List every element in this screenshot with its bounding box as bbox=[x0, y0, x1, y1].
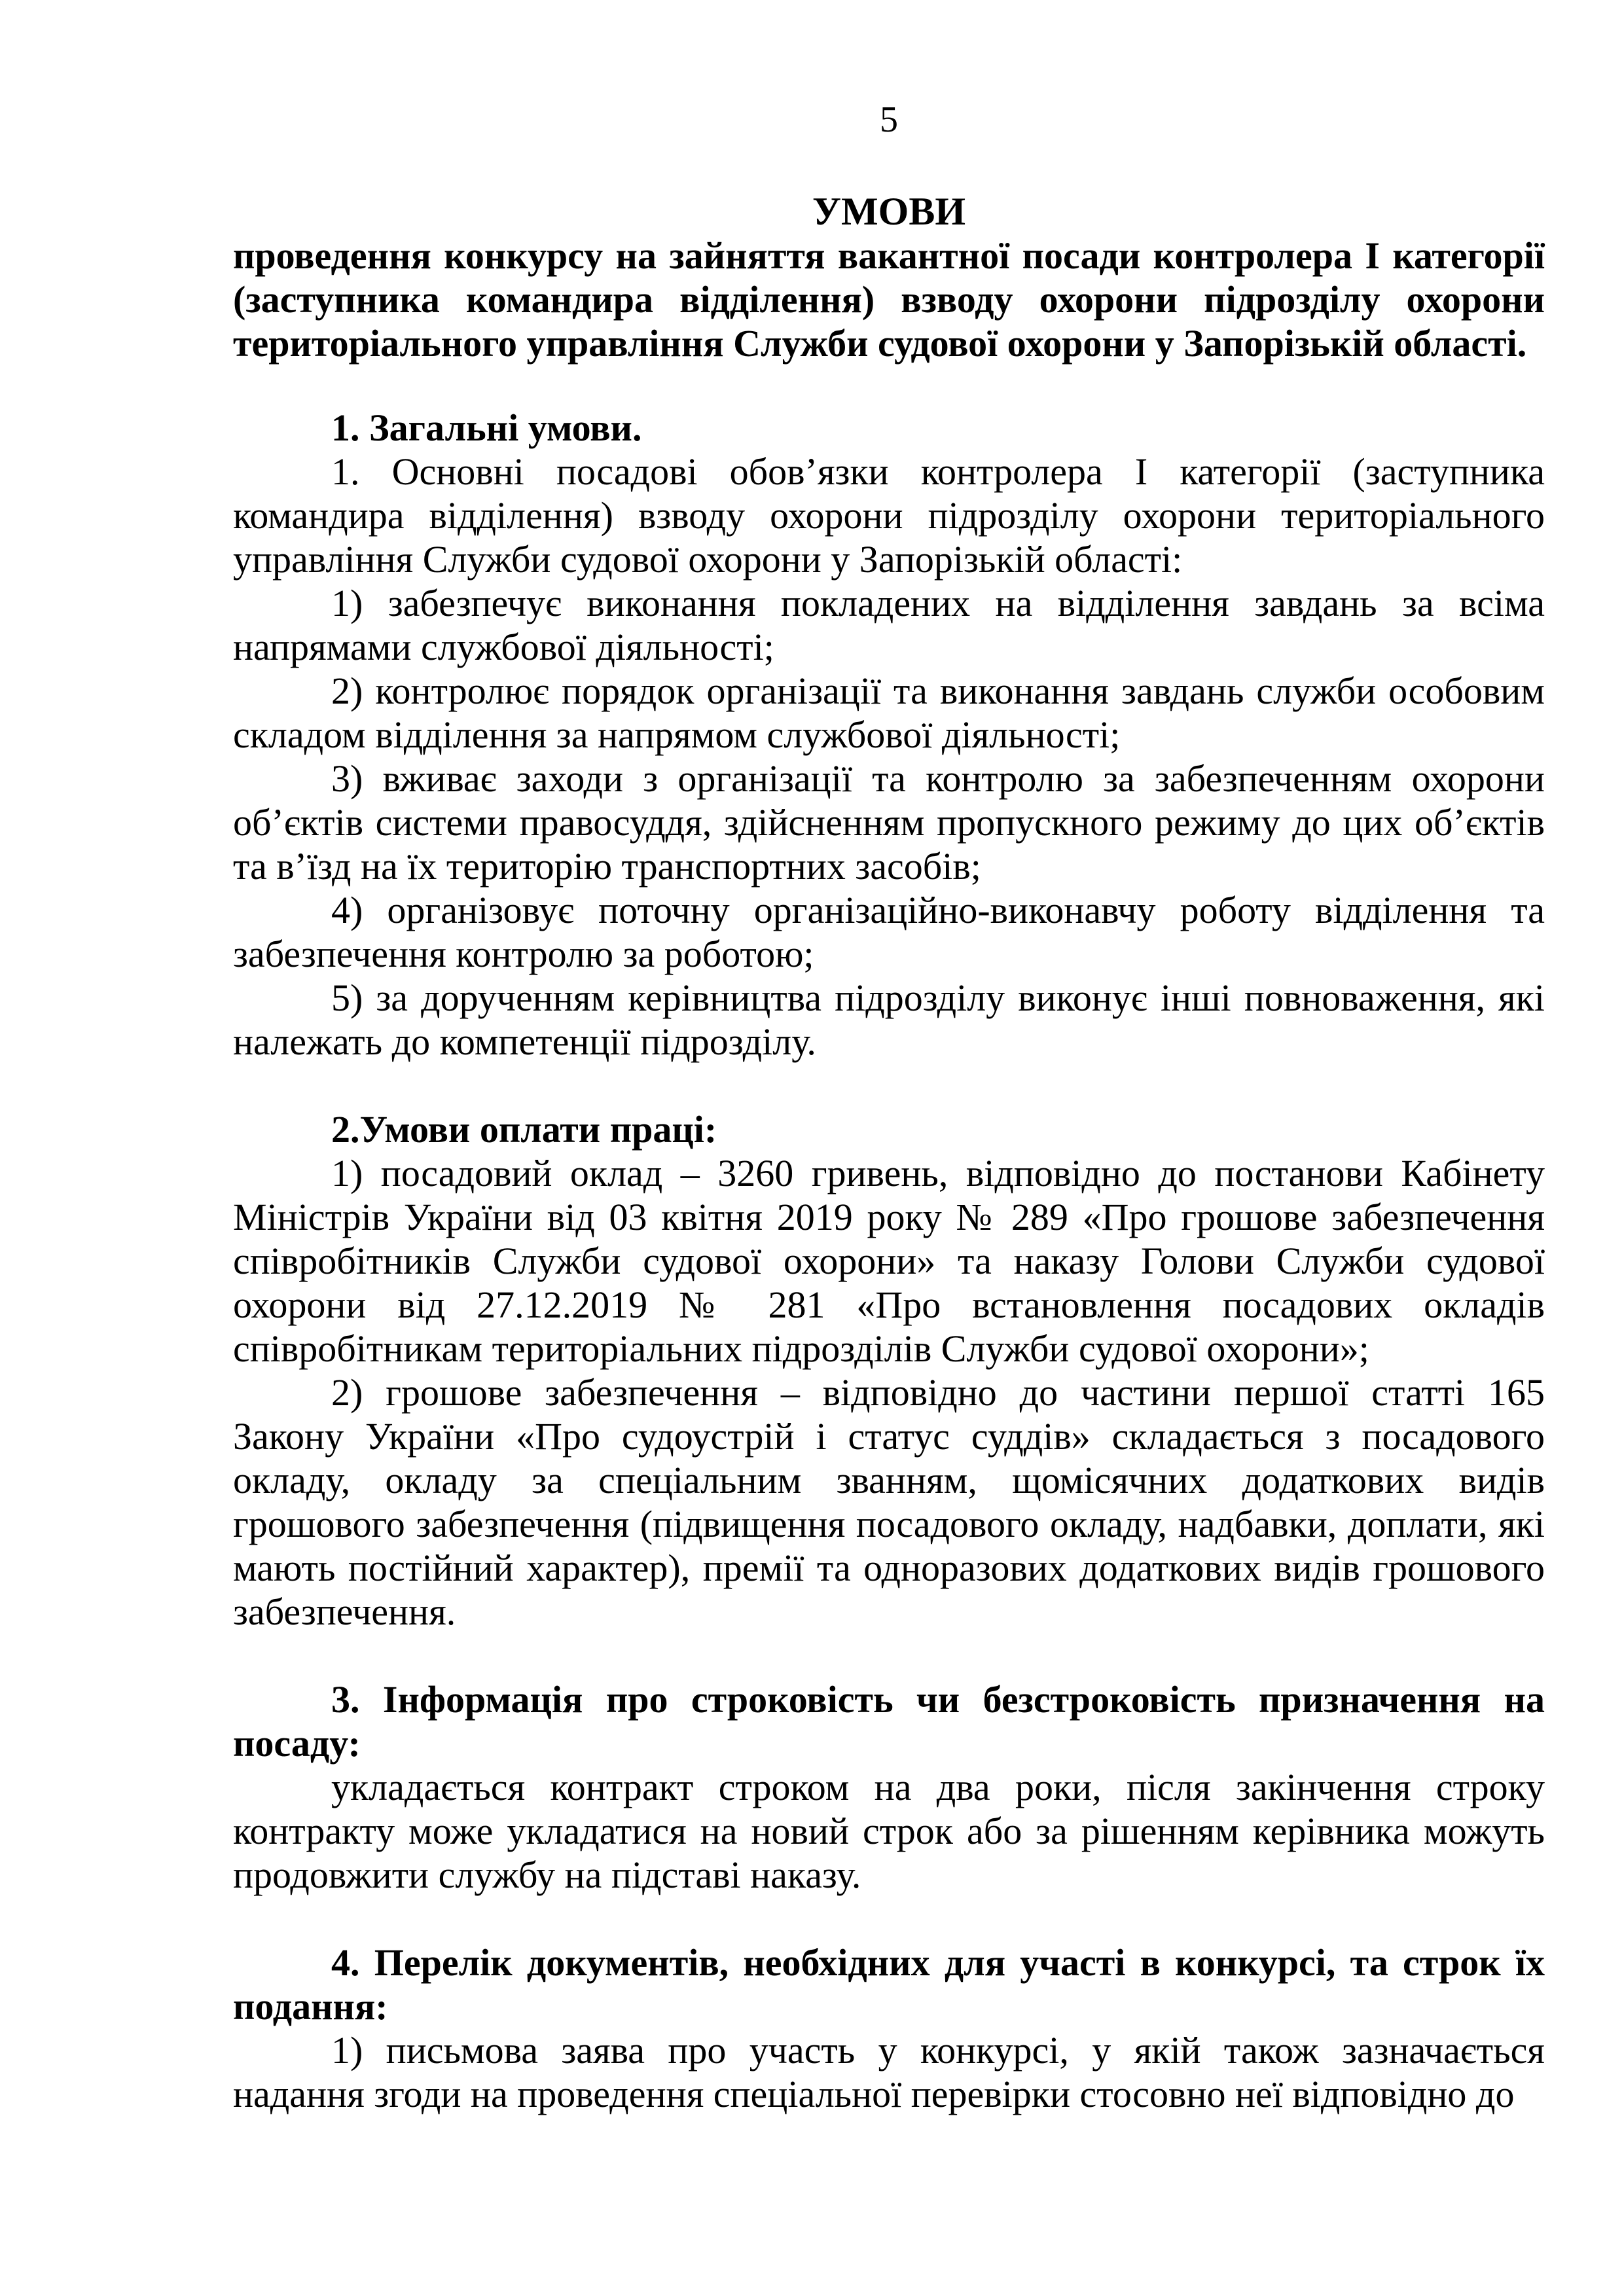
paragraph: 1. Основні посадові обов’язки контролера І категорії (заступника командира відділення) взводу охорони підрозділу охорони територіального управління Служби судової охорони у Запорізькій області: bbox=[233, 450, 1545, 581]
section-spacer bbox=[233, 1897, 1545, 1941]
list-item: 1) письмова заява про участь у конкурсі, у якій також зазначається надання згоди на проведення спеціальної перевірки стосовно неї відповідно до bbox=[233, 2029, 1545, 2115]
section-spacer bbox=[233, 1064, 1545, 1107]
list-item: 1) забезпечує виконання покладених на відділення завдань за всіма напрямами службової діяльності; bbox=[233, 582, 1545, 668]
list-item: 5) за дорученням керівництва підрозділу виконує інші повноваження, які належать до компетенції підрозділу. bbox=[233, 977, 1545, 1063]
list-item: 2) контролює порядок організації та виконання завдань служби особовим складом відділення за напрямом службової діяльності; bbox=[233, 670, 1545, 756]
list-item: 1) посадовий оклад – 3260 гривень, відповідно до постанови Кабінету Міністрів України від 03 квітня 2019 року № 289 «Про грошове забезпечення співробітників Служби судової охорони» та наказу Голови Служби судової охорони від 27.12.2019 № 281 «Про встановлення посадових окладів співробітникам територіальних підрозділів Служби судової охорони»; bbox=[233, 1152, 1545, 1370]
document-title: УМОВИ bbox=[812, 190, 966, 233]
section-spacer bbox=[233, 1634, 1545, 1677]
section-appointment-term bbox=[233, 1677, 1545, 1897]
section-heading: 2.Умови оплати праці: bbox=[331, 1108, 717, 1151]
section-heading: 1. Загальні умови. bbox=[331, 406, 642, 449]
document-subtitle: проведення конкурсу на зайняття вакантної посади контролера І категорії (заступника командира відділення) взводу охорони підрозділу охорони територіального управління Служби судової охорони у Запорізькій області. bbox=[233, 234, 1545, 365]
section-required-documents bbox=[233, 1941, 1545, 2116]
page-number: 5 bbox=[880, 99, 898, 140]
section-heading: 3. Інформація про строковість чи безстроковість призначення на посаду: bbox=[233, 1678, 1545, 1765]
section-general-conditions bbox=[233, 406, 1545, 1064]
section-salary-conditions bbox=[233, 1107, 1545, 1634]
list-item: 4) організовує поточну організаційно-виконавчу роботу відділення та забезпечення контролю за роботою; bbox=[233, 889, 1545, 975]
list-item: 2) грошове забезпечення – відповідно до частини першої статті 165 Закону України «Про судоустрій і статус суддів» складається з посадового окладу, окладу за спеціальним званням, щомісячних додаткових видів грошового забезпечення (підвищення посадового окладу, надбавки, доплати, які мають постійний характер), премії та одноразових додаткових видів грошового забезпечення. bbox=[233, 1371, 1545, 1633]
document-body bbox=[233, 406, 1545, 2116]
paragraph: укладається контракт строком на два роки, після закінчення строку контракту може укладатися на новий строк або за рішенням керівника можуть продовжити службу на підставі наказу. bbox=[233, 1766, 1545, 1896]
list-item: 3) вживає заходи з організації та контролю за забезпеченням охорони об’єктів системи правосуддя, здійсненням пропускного режиму до цих об’єктів та в’їзд на їх територію транспортних засобів; bbox=[233, 757, 1545, 888]
section-heading: 4. Перелік документів, необхідних для участі в конкурсі, та строк їх подання: bbox=[233, 1941, 1545, 2028]
